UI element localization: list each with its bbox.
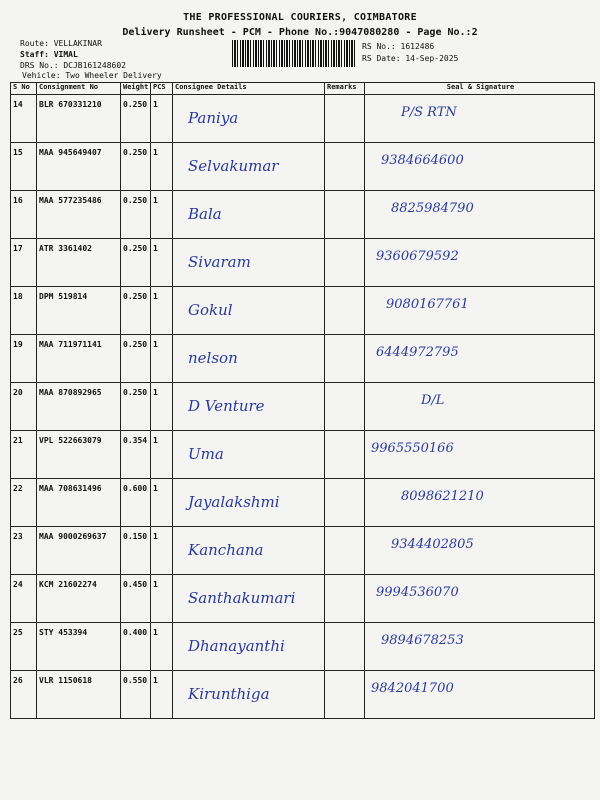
consignee-handwriting: Sivaram [188,253,251,271]
row-consignment: ATR 3361402 [37,239,121,287]
runsheet-title: Delivery Runsheet - PCM - Phone No.:9047080280 - Page No.:2 [122,27,478,38]
table-row [11,479,595,527]
col-weight: Weight [121,83,151,95]
row-sno: 26 [11,671,37,719]
row-weight: 0.250 [121,191,151,239]
row-pcs: 1 [151,575,173,623]
consignee-handwriting: Kanchana [188,541,264,559]
drs-number: DRS No.: DCJB161248602 [20,61,126,70]
row-seal [365,575,595,623]
row-sno: 25 [11,623,37,671]
col-consignee: Consignee Details [173,83,325,95]
row-remarks [325,671,365,719]
row-consignment: VPL 522663079 [37,431,121,479]
seal-signature: 9842041700 [371,681,454,696]
consignee-handwriting: Gokul [188,301,233,319]
row-weight: 0.450 [121,575,151,623]
table-row [11,671,595,719]
row-pcs: 1 [151,143,173,191]
row-sno: 15 [11,143,37,191]
row-sno: 22 [11,479,37,527]
row-remarks [325,575,365,623]
row-remarks [325,479,365,527]
seal-signature: 9965550166 [371,441,454,456]
row-consignee [173,143,325,191]
row-consignment: KCM 21602274 [37,575,121,623]
row-consignment: MAA 577235486 [37,191,121,239]
row-weight: 0.150 [121,527,151,575]
row-seal [365,431,595,479]
company-name: THE PROFESSIONAL COURIERS, COIMBATORE [183,12,417,23]
table-row [11,383,595,431]
row-weight: 0.400 [121,623,151,671]
consignee-handwriting: Uma [188,445,224,463]
row-consignee [173,335,325,383]
vehicle-label: Vehicle: Two Wheeler Delivery [22,71,162,80]
row-consignee [173,191,325,239]
row-pcs: 1 [151,383,173,431]
row-remarks [325,95,365,143]
seal-signature: P/S RTN [401,105,457,120]
table-row [11,527,595,575]
row-consignment: MAA 708631496 [37,479,121,527]
seal-signature: 9994536070 [376,585,459,600]
row-consignment: BLR 670331210 [37,95,121,143]
row-remarks [325,623,365,671]
row-consignment: MAA 9000269637 [37,527,121,575]
row-weight: 0.250 [121,383,151,431]
row-consignment: VLR 1150618 [37,671,121,719]
row-weight: 0.250 [121,287,151,335]
row-seal [365,383,595,431]
col-consignment: Consignment No [37,83,121,95]
row-seal [365,527,595,575]
row-consignee [173,479,325,527]
row-consignee [173,527,325,575]
row-pcs: 1 [151,287,173,335]
row-consignment: MAA 945649407 [37,143,121,191]
row-remarks [325,287,365,335]
table-row [11,431,595,479]
seal-signature: 8098621210 [401,489,484,504]
consignee-handwriting: Bala [188,205,222,223]
row-seal [365,95,595,143]
row-sno: 14 [11,95,37,143]
runsheet-table [10,82,595,719]
row-pcs: 1 [151,623,173,671]
row-remarks [325,239,365,287]
consignee-handwriting: Kirunthiga [188,685,270,703]
row-sno: 18 [11,287,37,335]
row-sno: 16 [11,191,37,239]
staff-label: Staff: VIMAL [20,50,78,59]
row-consignment: DPM 519814 [37,287,121,335]
row-pcs: 1 [151,479,173,527]
table-row [11,575,595,623]
table-header [11,83,595,95]
seal-signature: 6444972795 [376,345,459,360]
row-pcs: 1 [151,671,173,719]
row-consignee [173,575,325,623]
row-pcs: 1 [151,431,173,479]
seal-signature: 9344402805 [391,537,474,552]
row-pcs: 1 [151,239,173,287]
row-sno: 21 [11,431,37,479]
consignee-handwriting: Santhakumari [188,589,296,607]
row-consignee [173,671,325,719]
row-remarks [325,431,365,479]
col-sno: S No [11,83,37,95]
row-sno: 24 [11,575,37,623]
row-seal [365,479,595,527]
row-pcs: 1 [151,335,173,383]
row-sno: 23 [11,527,37,575]
row-remarks [325,527,365,575]
row-pcs: 1 [151,527,173,575]
seal-signature: 9080167761 [386,297,469,312]
seal-signature: 8825984790 [391,201,474,216]
row-consignee [173,287,325,335]
row-seal [365,335,595,383]
row-weight: 0.250 [121,95,151,143]
col-seal: Seal & Signature [365,83,595,95]
row-weight: 0.250 [121,239,151,287]
table-body [11,95,595,719]
consignee-handwriting: Selvakumar [188,157,279,175]
table-row [11,191,595,239]
table-row [11,335,595,383]
row-seal [365,239,595,287]
row-sno: 19 [11,335,37,383]
row-consignee [173,431,325,479]
row-remarks [325,191,365,239]
row-seal [365,143,595,191]
table-row [11,95,595,143]
row-pcs: 1 [151,95,173,143]
row-remarks [325,143,365,191]
row-pcs: 1 [151,191,173,239]
row-consignee [173,239,325,287]
row-weight: 0.550 [121,671,151,719]
rs-number: RS No.: 1612486 [362,42,435,51]
route-label: Route: VELLAKINAR [20,39,102,48]
col-pcs: PCS [151,83,173,95]
row-seal [365,287,595,335]
table-row [11,287,595,335]
row-weight: 0.600 [121,479,151,527]
row-remarks [325,383,365,431]
seal-signature: 9384664600 [381,153,464,168]
row-seal [365,623,595,671]
row-seal [365,671,595,719]
row-sno: 20 [11,383,37,431]
consignee-handwriting: D Venture [188,397,265,415]
seal-signature: D/L [421,393,445,408]
row-consignee [173,95,325,143]
row-consignment: STY 453394 [37,623,121,671]
row-consignment: MAA 870892965 [37,383,121,431]
row-weight: 0.250 [121,335,151,383]
seal-signature: 9894678253 [381,633,464,648]
row-consignment: MAA 711971141 [37,335,121,383]
table-row [11,623,595,671]
seal-signature: 9360679592 [376,249,459,264]
row-weight: 0.354 [121,431,151,479]
row-consignee [173,623,325,671]
row-sno: 17 [11,239,37,287]
consignee-handwriting: Jayalakshmi [188,493,280,511]
rs-date: RS Date: 14-Sep-2025 [362,54,459,63]
row-seal [365,191,595,239]
row-weight: 0.250 [121,143,151,191]
consignee-handwriting: Paniya [188,109,239,127]
table-row [11,143,595,191]
col-remarks: Remarks [325,83,365,95]
row-consignee [173,383,325,431]
consignee-handwriting: nelson [188,349,238,367]
consignee-handwriting: Dhanayanthi [188,637,285,655]
table-row [11,239,595,287]
barcode [232,40,357,67]
row-remarks [325,335,365,383]
